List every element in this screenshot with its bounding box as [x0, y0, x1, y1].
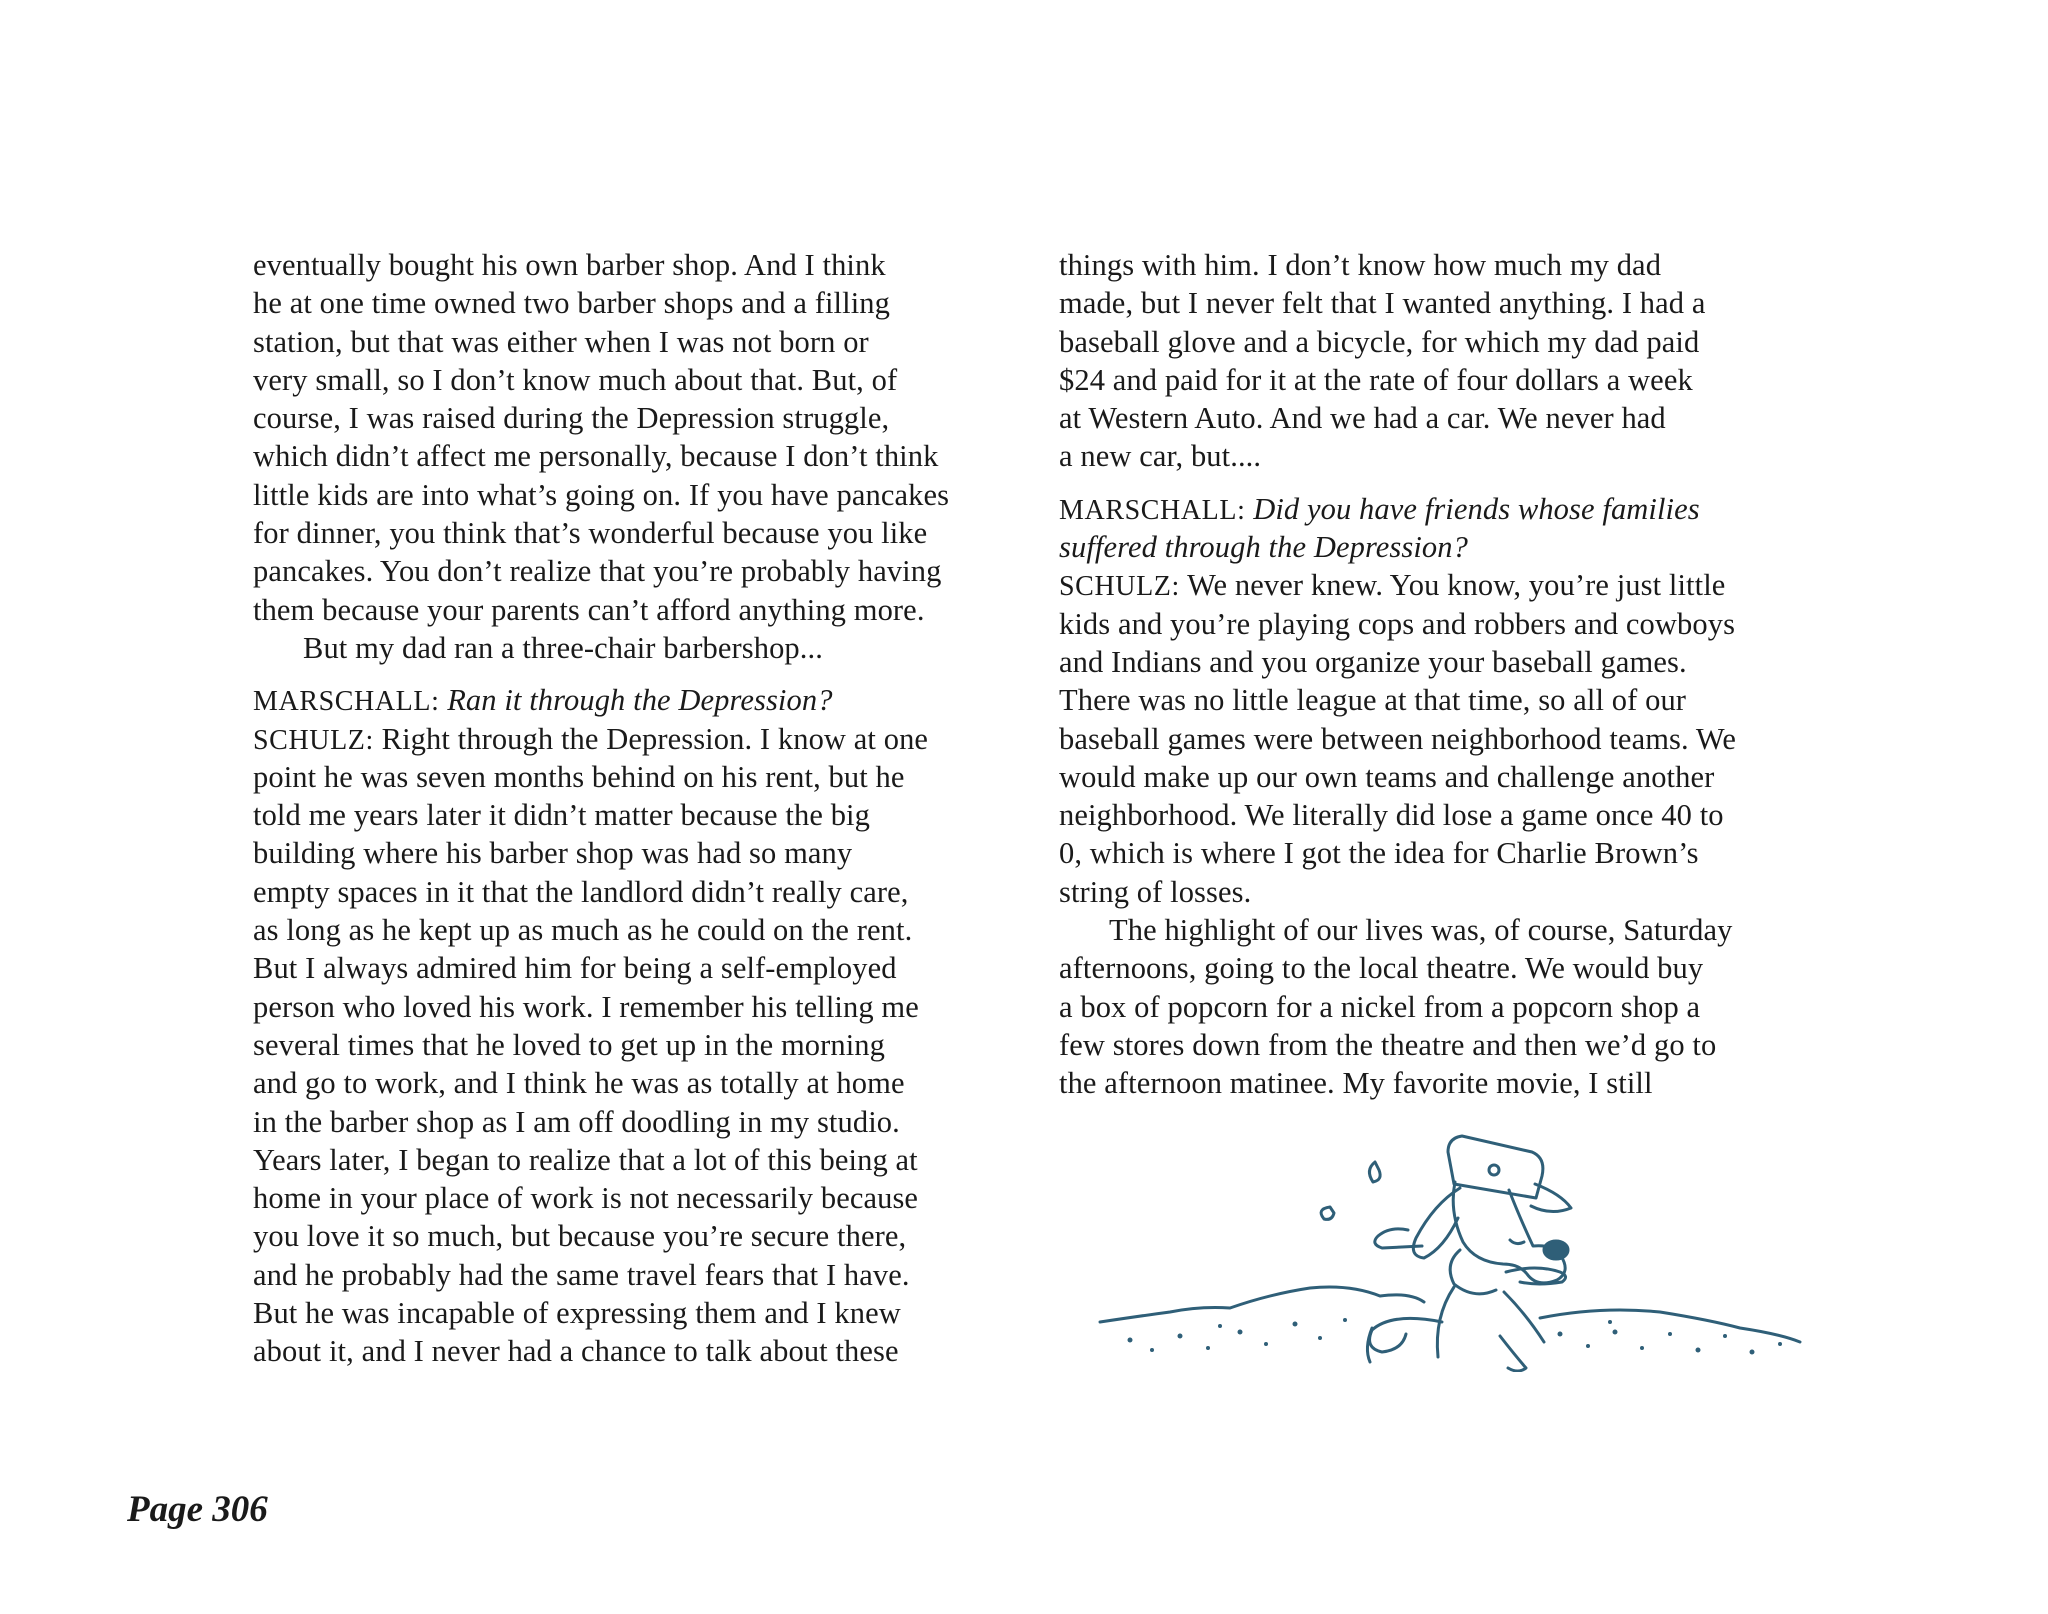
text-line: empty spaces in it that the landlord didn’t really care,: [253, 874, 909, 909]
text-line: 0, which is where I got the idea for Charlie Brown’s: [1059, 836, 1699, 871]
speaker-label: SCHULZ:: [1059, 571, 1180, 603]
text-line: person who loved his work. I remember his telling me: [253, 989, 919, 1024]
left-text-column: [253, 246, 1033, 1371]
text-line: very small, so I don’t know much about that. But, of: [253, 362, 898, 397]
text-line: few stores down from the theatre and then we’d go to: [1059, 1027, 1717, 1062]
text-line: them because your parents can’t afford anything more.: [253, 592, 925, 627]
text-line: station, but that was either when I was not born or: [253, 324, 869, 359]
answer-text: We never knew. You know, you’re just little: [1187, 568, 1726, 603]
text-line: Years later, I began to realize that a lot of this being at: [253, 1142, 918, 1177]
text-line: baseball glove and a bicycle, for which my dad paid: [1059, 324, 1700, 359]
text-line: and go to work, and I think he was as totally at home: [253, 1066, 905, 1101]
text-line: home in your place of work is not necessarily because: [253, 1181, 919, 1216]
text-line: But my dad ran a three-chair barbershop...: [303, 630, 823, 665]
snoopy-running-baseball-cap-icon: [1090, 1122, 1810, 1372]
text-line: little kids are into what’s going on. If you have pancakes: [253, 477, 950, 512]
paragraph-gap: [1059, 476, 1839, 490]
interview-question-line: [1059, 490, 1839, 528]
text-line: afternoons, going to the local theatre. We would buy: [1059, 951, 1704, 986]
text-line: which didn’t affect me personally, because I don’t think: [253, 439, 939, 474]
interview-question-line: [253, 681, 1033, 719]
speaker-label: MARSCHALL:: [253, 686, 440, 718]
right-text-column: [1059, 246, 1839, 1103]
interview-answer-line: [1059, 566, 1839, 604]
text-line: building where his barber shop was had so many: [253, 836, 853, 871]
text-line: and he probably had the same travel fears that I have.: [253, 1257, 910, 1292]
text-line: he at one time owned two barber shops and a filling: [253, 286, 890, 321]
text-line: about it, and I never had a chance to talk about these: [253, 1334, 899, 1369]
text-line: baseball games were between neighborhood teams. We: [1059, 721, 1736, 756]
text-line: There was no little league at that time, so all of our: [1059, 683, 1687, 718]
text-line: told me years later it didn’t matter because the big: [253, 798, 870, 833]
text-line: you love it so much, but because you’re secure there,: [253, 1219, 907, 1254]
text-line: The highlight of our lives was, of course, Saturday: [1109, 913, 1733, 948]
text-line: $24 and paid for it at the rate of four dollars a week: [1059, 362, 1693, 397]
text-line: in the barber shop as I am off doodling in my studio.: [253, 1104, 900, 1139]
text-line: would make up our own teams and challenge another: [1059, 759, 1715, 794]
text-line: the afternoon matinee. My favorite movie, I still: [1059, 1066, 1653, 1101]
speaker-label: SCHULZ:: [253, 724, 374, 756]
text-line: pancakes. You don’t realize that you’re probably having: [253, 554, 942, 589]
text-line: neighborhood. We literally did lose a game once 40 to: [1059, 798, 1724, 833]
text-line: course, I was raised during the Depression struggle,: [253, 401, 890, 436]
text-line: point he was seven months behind on his rent, but he: [253, 759, 905, 794]
page-number: Page 306: [127, 1489, 268, 1530]
text-line: a box of popcorn for a nickel from a popcorn shop a: [1059, 989, 1701, 1024]
interview-answer-line: [253, 720, 1033, 758]
text-line: as long as he kept up as much as he could on the rent.: [253, 913, 913, 948]
text-line: at Western Auto. And we had a car. We never had: [1059, 401, 1666, 436]
paragraph-gap: [253, 667, 1033, 681]
text-line: kids and you’re playing cops and robbers and cowboys: [1059, 606, 1736, 641]
text-line: But I always admired him for being a self-employed: [253, 951, 897, 986]
text-line: a new car, but....: [1059, 439, 1262, 474]
text-line: several times that he loved to get up in the morning: [253, 1027, 885, 1062]
text-line: and Indians and you organize your baseball games.: [1059, 644, 1687, 679]
question-text: Ran it through the Depression?: [447, 683, 833, 718]
answer-text: Right through the Depression. I know at one: [381, 721, 929, 756]
question-text: Did you have friends whose families: [1253, 491, 1700, 526]
text-line: things with him. I don’t know how much my dad: [1059, 248, 1662, 282]
text-line: eventually bought his own barber shop. And I think: [253, 248, 886, 282]
text-line: for dinner, you think that’s wonderful because you like: [253, 516, 928, 551]
speaker-label: MARSCHALL:: [1059, 494, 1246, 526]
question-text: suffered through the Depression?: [1059, 530, 1468, 565]
text-line: string of losses.: [1059, 874, 1252, 909]
text-line: But he was incapable of expressing them and I knew: [253, 1296, 901, 1331]
text-line: made, but I never felt that I wanted anything. I had a: [1059, 286, 1706, 321]
